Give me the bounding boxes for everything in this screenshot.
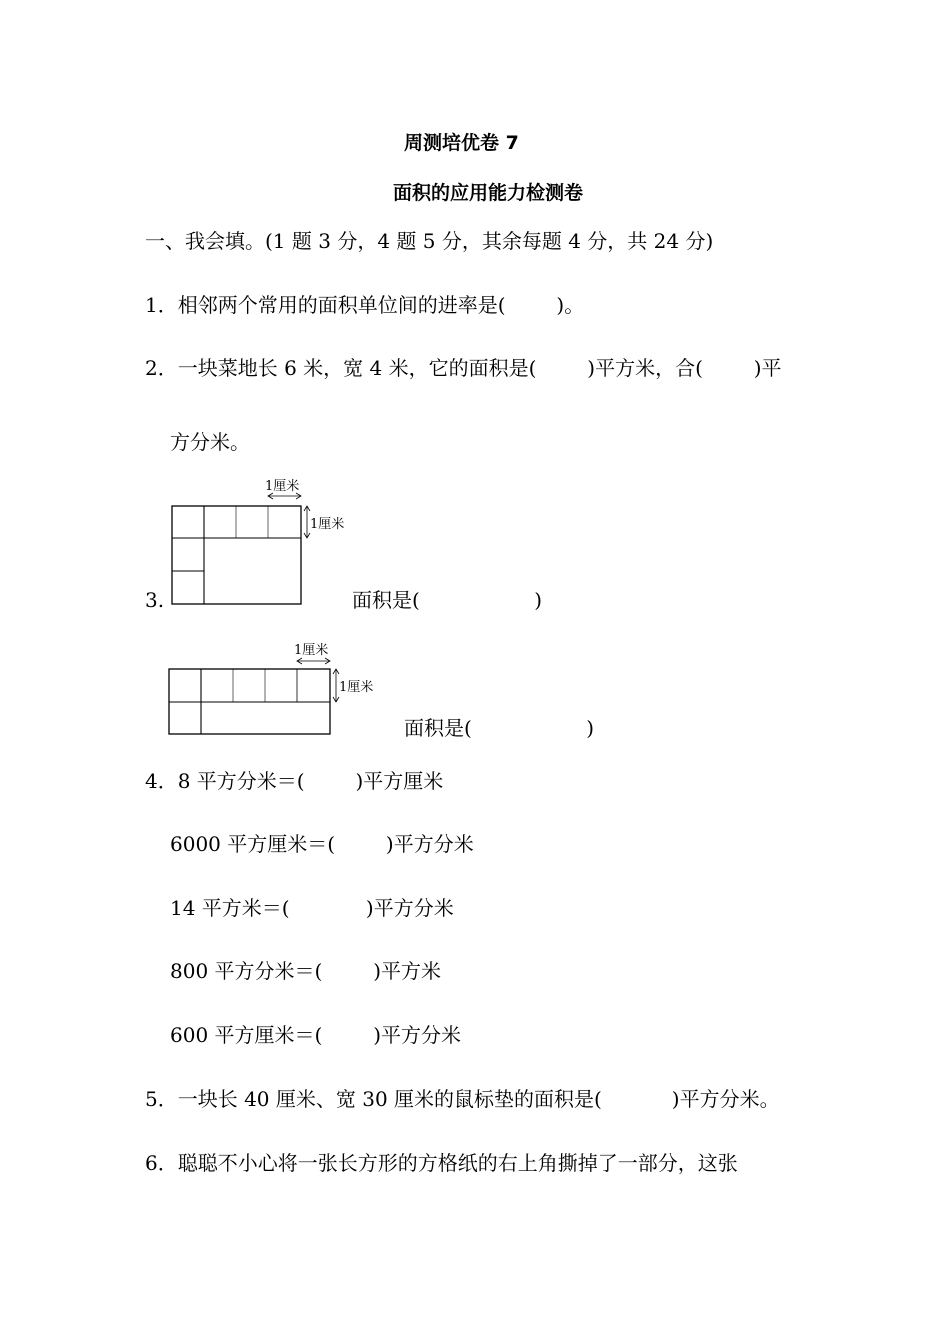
figure-1-top-label: 1厘米 (265, 479, 300, 494)
question-4-line-1: 4．8 平方分米＝( )平方厘米 (145, 769, 444, 793)
question-3-figure-1-answer: 面积是( ) (352, 588, 543, 612)
section-heading: 一、我会填。(1 题 3 分，4 题 5 分，其余每题 4 分，共 24 分) (145, 229, 714, 253)
question-1: 1．相邻两个常用的面积单位间的进率是( )。 (145, 293, 585, 317)
question-3-figure-2 (160, 636, 390, 746)
question-2-line-2: 方分米。 (170, 430, 250, 454)
question-2-line-1: 2．一块菜地长 6 米，宽 4 米，它的面积是( )平方米，合( )平 (145, 356, 782, 380)
figure-2-top-label: 1厘米 (294, 643, 329, 658)
figure-1-outer-rect (172, 506, 301, 604)
question-4-line-2: 6000 平方厘米＝( )平方分米 (170, 832, 474, 856)
page-subtitle: 面积的应用能力检测卷 (393, 182, 584, 204)
question-4-line-4: 800 平方分米＝( )平方米 (170, 959, 441, 983)
figure-1-side-label: 1厘米 (310, 517, 345, 532)
question-6: 6．聪聪不小心将一张长方形的方格纸的右上角撕掉了一部分，这张 (145, 1151, 738, 1175)
question-4-line-5: 600 平方厘米＝( )平方分米 (170, 1023, 461, 1047)
question-5: 5．一块长 40 厘米、宽 30 厘米的鼠标垫的面积是( )平方分米。 (145, 1087, 780, 1111)
question-3-number: 3. (145, 588, 165, 612)
figure-2-side-label: 1厘米 (339, 680, 374, 695)
question-3-figure-1 (160, 470, 360, 615)
question-3-figure-2-answer: 面积是( ) (404, 716, 595, 740)
question-4-line-3: 14 平方米＝( )平方分米 (170, 896, 454, 920)
page-title: 周测培优卷 7 (404, 132, 519, 154)
